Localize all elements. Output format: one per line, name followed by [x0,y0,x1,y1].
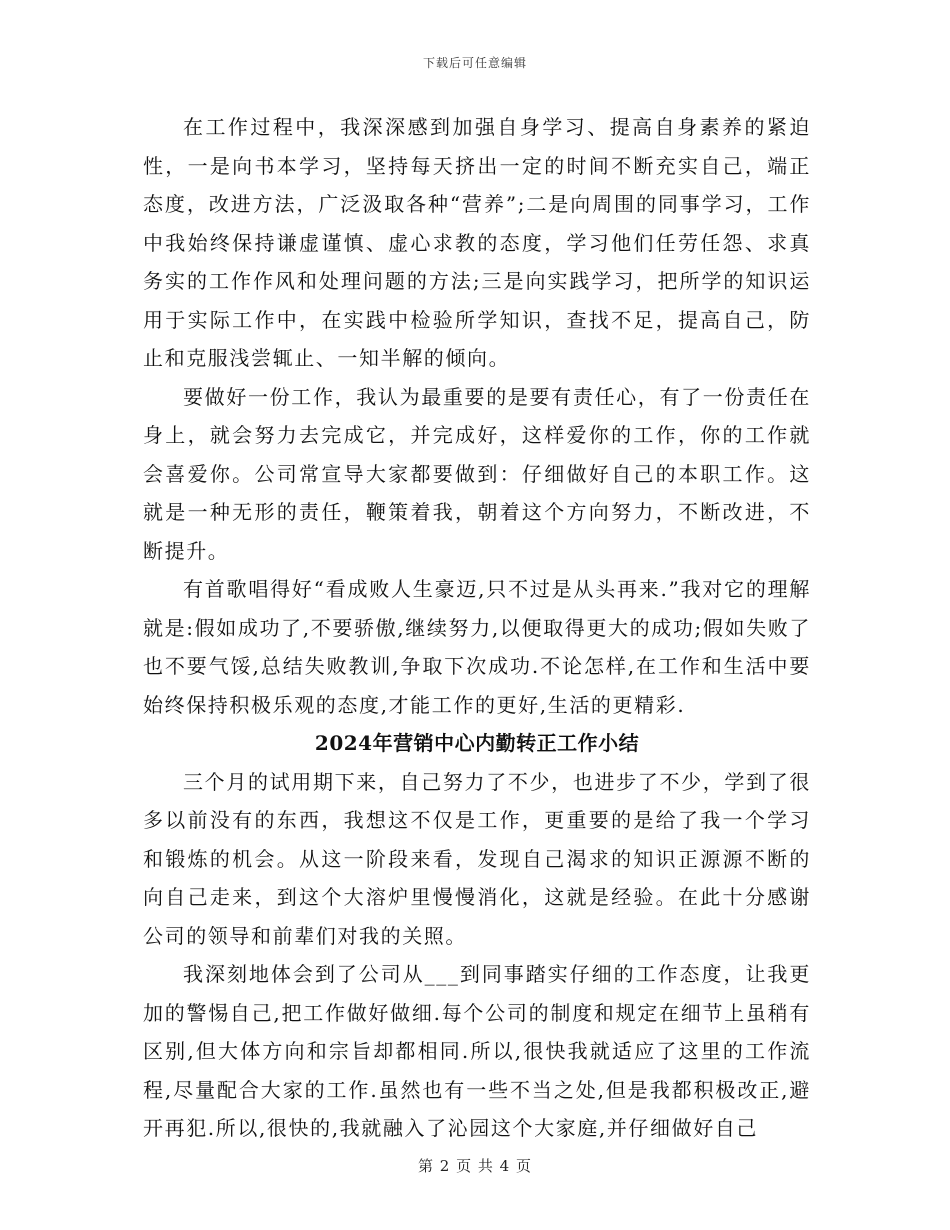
paragraph-song-quote: 有首歌唱得好“看成败人生豪迈,只不过是从头再来.”我对它的理解就是:假如成功了,不要骄傲,继续努力,以便取得更大的成功;假如失败了也不要气馁,总结失败教训,争取下次成功.不论怎样,在工作和生活中要始终保持积极乐观的态度,才能工作的更好,生活的更精彩. [143,577,811,717]
page-header-note: 下载后可任意编辑 [422,56,527,70]
page-number-footer: 第 2 页 共 4 页 [418,1157,532,1175]
paragraph-company-culture: 我深刻地体会到了公司从___到同事踏实仔细的工作态度，让我更加的警惕自己,把工作做好做细.每个公司的制度和规定在细节上虽稍有区别,但大体方向和宗旨却都相同.所以,很快我就适应了这里的工作流程,尽量配合大家的工作.虽然也有一些不当之处,但是我都积极改正,避开再犯.所以,很快的,我就融入了沁园这个大家庭,并仔细做好自己 [143,962,811,1140]
section-title: 2024年营销中心内勤转正工作小结 [314,731,640,755]
paragraph-probation: 三个月的试用期下来，自己努力了不少，也进步了不少，学到了很多以前没有的东西，我想这不仅是工作，更重要的是给了我一个学习和锻炼的机会。从这一阶段来看，发现自己渴求的知识正源源不断的向自己走来，到这个大溶炉里慢慢消化，这就是经验。在此十分感谢公司的领导和前辈们对我的关照。 [143,769,811,948]
paragraph-responsibility: 要做好一份工作，我认为最重要的是要有责任心，有了一份责任在身上，就会努力去完成它，并完成好，这样爱你的工作，你的工作就会喜爱你。公司常宣导大家都要做到：仔细做好自己的本职工作。这就是一种无形的责任，鞭策着我，朝着这个方向努力，不断改进，不断提升。 [143,384,811,563]
paragraph-study: 在工作过程中，我深深感到加强自身学习、提高自身素养的紧迫性，一是向书本学习，坚持每天挤出一定的时间不断充实自己，端正态度，改进方法，广泛汲取各种“营养”;二是向周围的同事学习，工作中我始终保持谦虚谨慎、虚心求教的态度，学习他们任劳任怨、求真务实的工作作风和处理问题的方法;三是向实践学习，把所学的知识运用于实际工作中，在实践中检验所学知识，查找不足，提高自己，防止和克服浅尝辄止、一知半解的倾向。 [143,115,811,370]
document-body [143,108,811,1148]
